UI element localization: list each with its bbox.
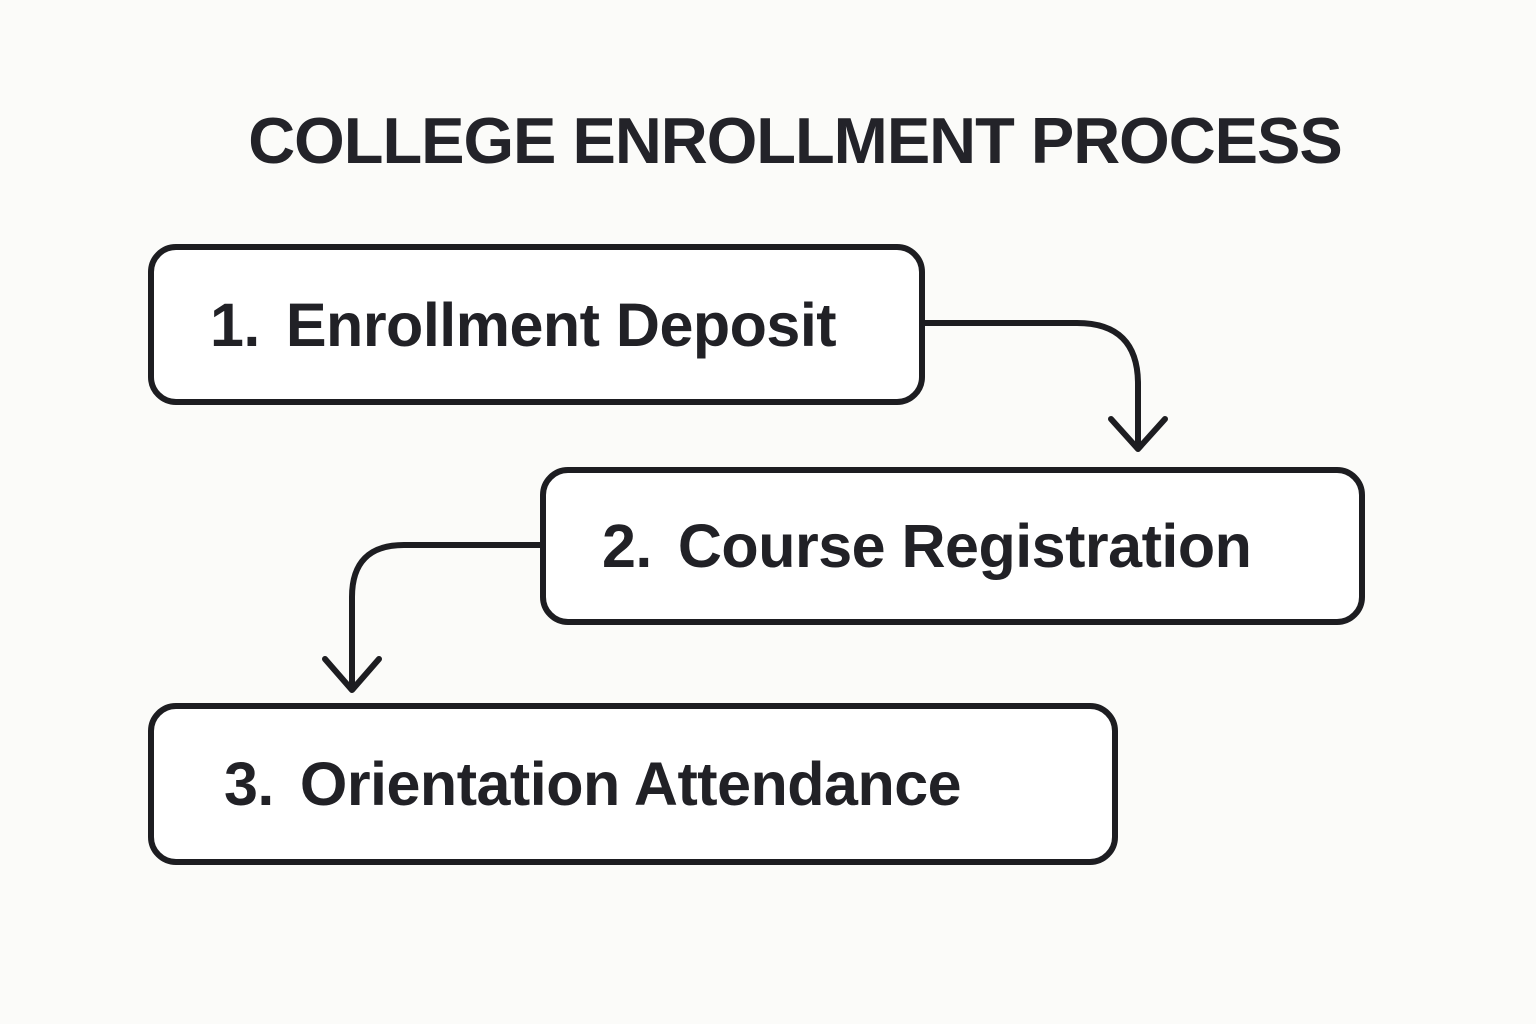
arrowhead-down-icon [1111, 419, 1165, 449]
step-number: 2. [602, 512, 652, 580]
step-box-course-registration [540, 467, 1365, 625]
arrow-step1-to-step2 [925, 323, 1165, 449]
step-box-enrollment-deposit [148, 244, 925, 405]
arrowhead-down-icon [325, 659, 379, 690]
step-label: Orientation Attendance [299, 750, 962, 818]
diagram-title: COLLEGE ENROLLMENT PROCESS [248, 104, 1342, 177]
arrow-step2-to-step3 [325, 545, 540, 690]
step-box-orientation-attendance [148, 703, 1118, 865]
step-label: Enrollment Deposit [285, 290, 837, 359]
step-label: Course Registration [677, 512, 1252, 580]
step-number: 3. [224, 750, 274, 818]
step-number: 1. [210, 290, 260, 359]
